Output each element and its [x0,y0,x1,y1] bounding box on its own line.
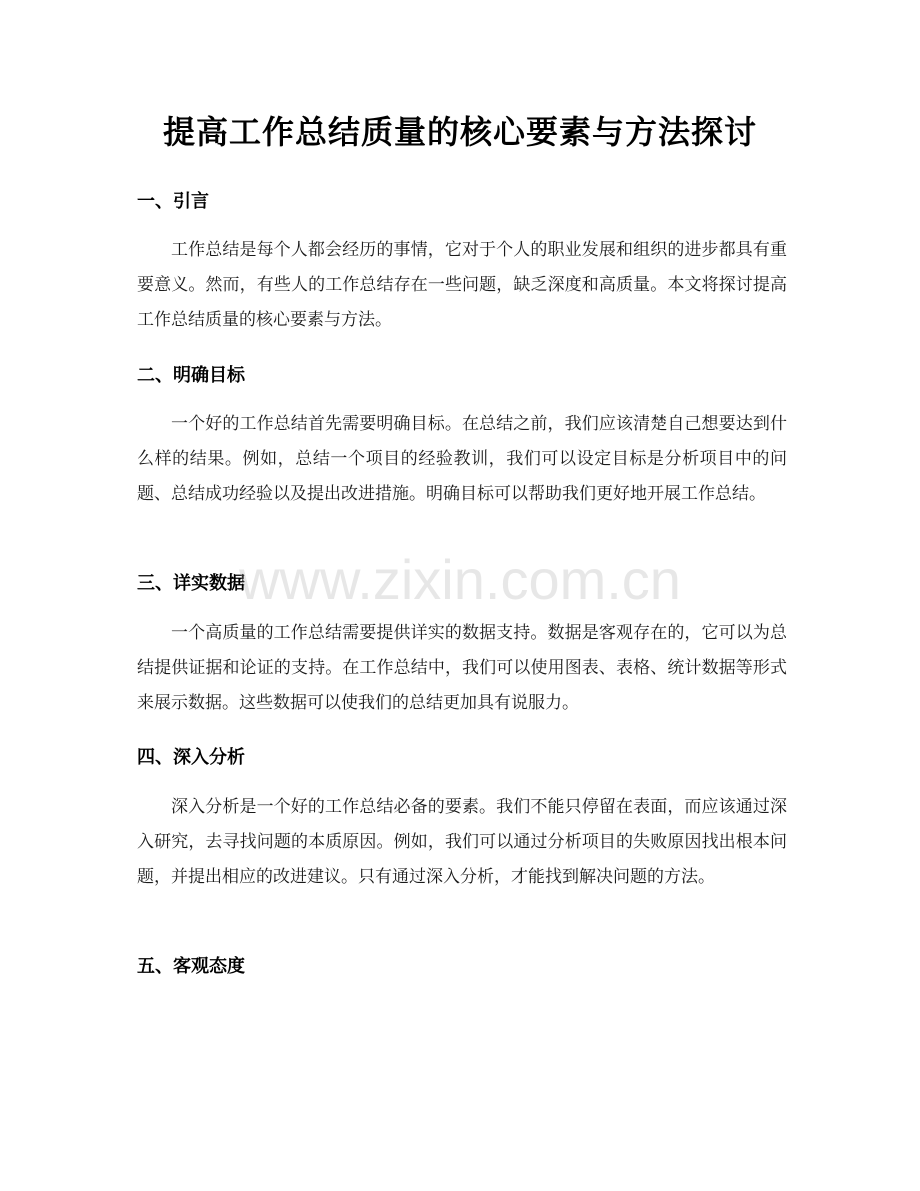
section-heading-intro: 一、引言 [137,191,209,212]
section-paragraph-intro: 工作总结是每个人都会经历的事情，它对于个人的职业发展和组织的进步都具有重要意义。然而，有些人的工作总结存在一些问题，缺乏深度和高质量。本文将探讨提高工作总结质量的核心要素与方法。 [137,240,787,330]
section-heading-objectivity: 五、客观态度 [137,956,245,977]
section-heading-analysis: 四、深入分析 [137,747,245,768]
watermark: www.zixin.com.cn [239,548,681,611]
section-heading-goals: 二、明确目标 [137,365,245,386]
document-title: 提高工作总结质量的核心要素与方法探讨 [162,113,757,151]
section-paragraph-data: 一个高质量的工作总结需要提供详实的数据支持。数据是客观存在的，它可以为总结提供证据和论证的支持。在工作总结中，我们可以使用图表、表格、统计数据等形式来展示数据。这些数据可以使我们的总结更加具有说服力。 [137,623,787,713]
section-paragraph-analysis: 深入分析是一个好的工作总结必备的要素。我们不能只停留在表面，而应该通过深入研究，去寻找问题的本质原因。例如，我们可以通过分析项目的失败原因找出根本问题，并提出相应的改进建议。只有通过深入分析，才能找到解决问题的方法。 [137,797,787,887]
section-heading-data: 三、详实数据 [137,573,245,594]
section-paragraph-goals: 一个好的工作总结首先需要明确目标。在总结之前，我们应该清楚自己想要达到什么样的结果。例如，总结一个项目的经验教训，我们可以设定目标是分析项目中的问题、总结成功经验以及提出改进措施。明确目标可以帮助我们更好地开展工作总结。 [137,414,787,504]
